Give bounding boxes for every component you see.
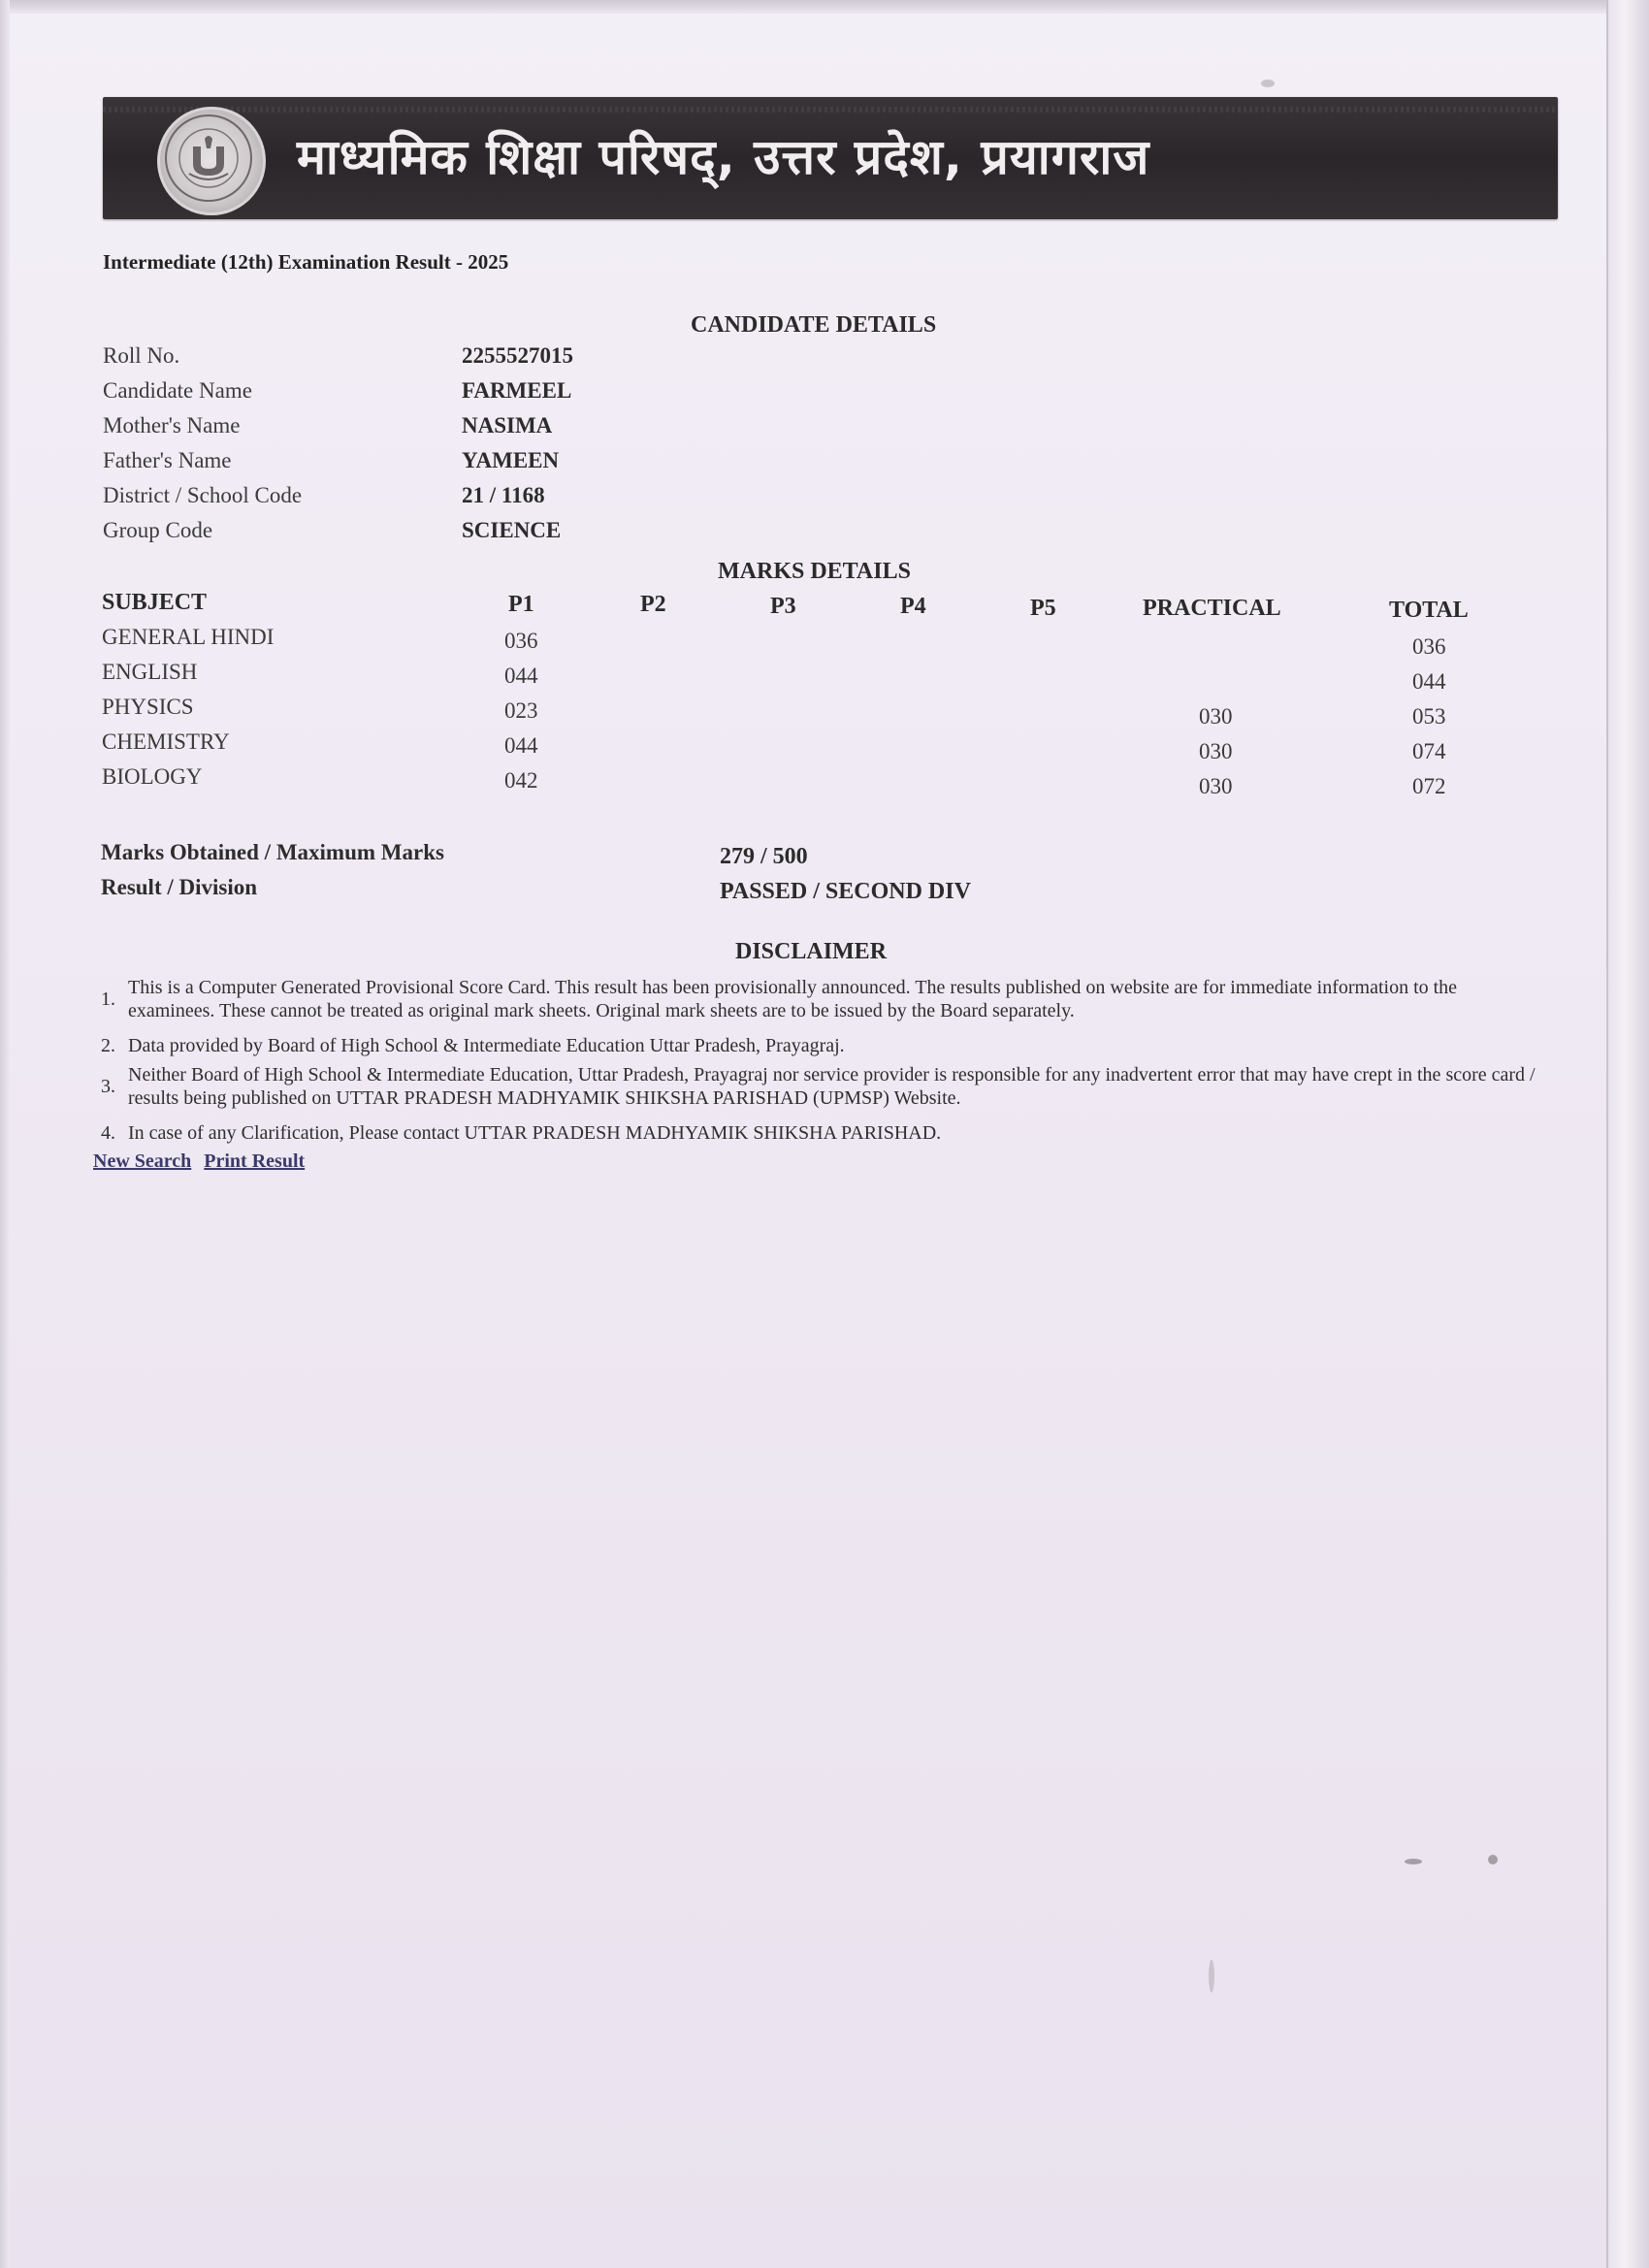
candidate-row-mother bbox=[103, 413, 976, 448]
candidate-label: District / School Code bbox=[103, 483, 303, 507]
total-cell: 074 bbox=[1412, 739, 1446, 763]
scan-speck bbox=[1405, 1859, 1422, 1864]
scan-speck bbox=[1261, 80, 1275, 87]
candidate-label: Father's Name bbox=[103, 448, 232, 472]
table-row bbox=[0, 729, 1649, 764]
candidate-row-father bbox=[103, 448, 976, 483]
disclaimer-item bbox=[101, 1063, 1536, 1114]
subject-cell: PHYSICS bbox=[102, 695, 194, 719]
disclaimer-item bbox=[101, 1121, 1536, 1149]
disclaimer-text: Data provided by Board of High School & Intermediate Education Uttar Pradesh, Prayagraj. bbox=[128, 1035, 845, 1056]
p1-cell: 042 bbox=[504, 768, 538, 793]
p1-cell: 036 bbox=[504, 629, 538, 653]
practical-cell: 030 bbox=[1199, 774, 1233, 798]
table-row bbox=[0, 764, 1649, 799]
practical-cell: 030 bbox=[1199, 739, 1233, 763]
page-edge-right bbox=[1606, 0, 1649, 2268]
candidate-value: SCIENCE bbox=[462, 518, 562, 542]
print-result-link[interactable]: Print Result bbox=[204, 1150, 306, 1172]
candidate-row-district bbox=[103, 483, 976, 518]
candidate-value: 2255527015 bbox=[462, 343, 573, 368]
result-division-value: PASSED / SECOND DIV bbox=[720, 879, 971, 904]
subject-cell: GENERAL HINDI bbox=[102, 625, 275, 649]
result-division-label: Result / Division bbox=[101, 875, 258, 899]
scan-speck bbox=[1209, 1960, 1214, 1993]
candidate-row-name bbox=[103, 378, 976, 413]
p1-cell: 044 bbox=[504, 664, 538, 688]
table-row bbox=[0, 695, 1649, 729]
subject-cell: ENGLISH bbox=[102, 660, 198, 684]
column-header-subject: SUBJECT bbox=[102, 590, 208, 615]
practical-cell: 030 bbox=[1199, 704, 1233, 729]
total-cell: 036 bbox=[1412, 634, 1446, 659]
disclaimer-heading: DISCLAIMER bbox=[735, 939, 888, 964]
candidate-label: Group Code bbox=[103, 518, 213, 542]
disclaimer-text: In case of any Clarification, Please contact UTTAR PRADESH MADHYAMIK SHIKSHA PARISHAD. bbox=[128, 1122, 942, 1144]
new-search-link[interactable]: New Search bbox=[93, 1150, 192, 1172]
disclaimer-text: This is a Computer Generated Provisional Score Card. This result has been provisionally announced. The results published on website are for immediate information to the examinees. These cannot be treated as original mark sheets. Original mark sheets are to be issued by the Board separately. bbox=[128, 977, 1458, 1021]
disclaimer-item bbox=[101, 976, 1536, 1026]
total-cell: 053 bbox=[1412, 704, 1446, 729]
candidate-details-heading: CANDIDATE DETAILS bbox=[691, 312, 937, 338]
candidate-label: Mother's Name bbox=[103, 413, 241, 437]
column-header-practical: PRACTICAL bbox=[1143, 596, 1281, 621]
candidate-value: FARMEEL bbox=[462, 378, 572, 403]
subject-cell: CHEMISTRY bbox=[102, 729, 230, 754]
column-header-p1: P1 bbox=[508, 592, 534, 617]
total-cell: 044 bbox=[1412, 669, 1446, 694]
candidate-value: YAMEEN bbox=[462, 448, 560, 472]
column-header-p2: P2 bbox=[640, 592, 666, 617]
candidate-value: NASIMA bbox=[462, 413, 553, 437]
subject-cell: BIOLOGY bbox=[102, 764, 203, 789]
total-cell: 072 bbox=[1412, 774, 1446, 798]
column-header-p4: P4 bbox=[900, 594, 926, 619]
disclaimer-number: 3. bbox=[101, 1076, 115, 1097]
table-row bbox=[0, 660, 1649, 695]
disclaimer-number: 1. bbox=[101, 988, 115, 1010]
exam-title: Intermediate (12th) Examination Result - 2025 bbox=[103, 250, 509, 274]
disclaimer-number: 4. bbox=[101, 1122, 115, 1144]
result-links bbox=[93, 1150, 312, 1173]
page-edge-top bbox=[0, 0, 1649, 14]
column-header-p5: P5 bbox=[1030, 596, 1056, 621]
marks-details-heading: MARKS DETAILS bbox=[718, 559, 911, 584]
candidate-row-roll bbox=[103, 343, 976, 378]
marks-obtained-value: 279 / 500 bbox=[720, 844, 808, 869]
disclaimer-number: 2. bbox=[101, 1035, 115, 1056]
marks-obtained-label: Marks Obtained / Maximum Marks bbox=[101, 840, 444, 864]
scan-speck bbox=[1488, 1855, 1498, 1864]
disclaimer-text: Neither Board of High School & Intermediate Education, Uttar Pradesh, Prayagraj nor service provider is responsible for any inadvertent error that may have crept in the score card / results being published on UTTAR PRADESH MADHYAMIK SHIKSHA PARISHAD (UPMSP) Website. bbox=[128, 1064, 1536, 1109]
candidate-label: Roll No. bbox=[103, 343, 180, 368]
column-header-total: TOTAL bbox=[1389, 598, 1469, 623]
p1-cell: 044 bbox=[504, 733, 538, 758]
column-header-p3: P3 bbox=[770, 594, 796, 619]
page-edge-left bbox=[0, 0, 10, 2268]
board-title: माध्यमिक शिक्षा परिषद्, उत्तर प्रदेश, प्रयागराज bbox=[297, 129, 1150, 185]
candidate-label: Candidate Name bbox=[103, 378, 252, 403]
disclaimer-item bbox=[101, 1034, 1536, 1061]
p1-cell: 023 bbox=[504, 698, 538, 723]
board-seal-icon bbox=[157, 107, 266, 215]
table-row bbox=[0, 625, 1649, 660]
candidate-row-group bbox=[103, 518, 976, 553]
candidate-value: 21 / 1168 bbox=[462, 483, 545, 507]
header-banner bbox=[103, 97, 1558, 219]
